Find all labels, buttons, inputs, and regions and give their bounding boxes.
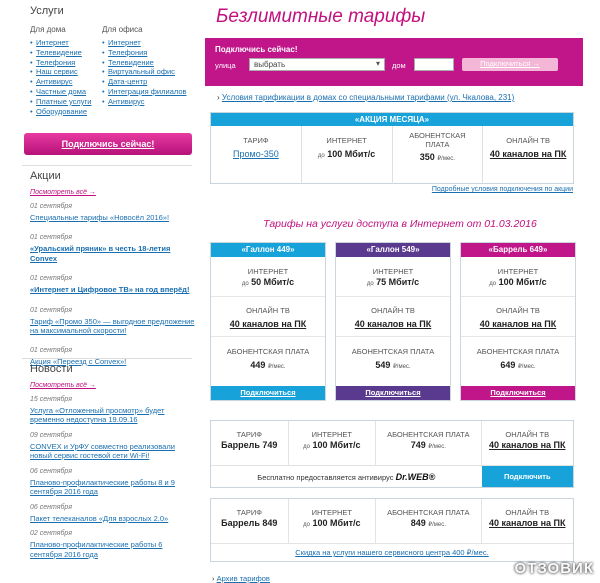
promo-details-link[interactable]: Подробные условия подключения по акции	[431, 186, 573, 193]
news-title: Новости	[30, 363, 73, 375]
promo-box	[210, 112, 574, 184]
news-date: 06 сентября	[30, 503, 72, 511]
promo-internet: ИНТЕРНЕТ до 100 Мбит/с	[302, 126, 393, 184]
office-menu-item[interactable]: • Телефония	[102, 48, 186, 58]
left-sidebar	[0, 0, 200, 583]
discount-link[interactable]: Скидка на услуги нашего сервисного центра 400 ₽/мес.	[295, 548, 489, 557]
tariff-row-849: ТАРИФ Баррель 849 ИНТЕРНЕТ до 100 Мбит/с АБОНЕНТСКАЯ ПЛАТА 849 ₽/мес. ОНЛАЙН ТВ 40 каналов на ПК Скидка на услуги нашего сервисного центра 400 ₽/мес.	[210, 498, 574, 562]
news-date: 15 сентября	[30, 395, 72, 403]
action-link[interactable]: Тариф «Промо 350» — выгодное предложение на максимальной скорости!	[30, 316, 195, 335]
news-date: 01 сентября	[30, 202, 72, 210]
services-title: Услуги	[30, 5, 64, 17]
tariff-card: «Галлон 549» ИНТЕРНЕТ до 75 Мбит/с ОНЛАЙН ТВ 40 каналов на ПК АБОНЕНТСКАЯ ПЛАТА 549 ₽/мес. Подключиться	[335, 242, 451, 401]
home-menu-item[interactable]: • Частные дома	[30, 87, 91, 97]
news-date: 01 сентября	[30, 346, 72, 354]
news-link[interactable]: Планово-профилактические работы 6 сентября 2016 года	[30, 540, 163, 559]
office-menu-item[interactable]: • Интеграция филиалов	[102, 87, 186, 97]
promo-bar: «АКЦИЯ МЕСЯЦА»	[211, 113, 573, 126]
card-title: «Баррель 649»	[461, 243, 575, 257]
promo-tariff-link[interactable]: Промо-350	[233, 149, 279, 159]
street-select[interactable]: выбрать ▾	[249, 58, 385, 71]
house-label: дом	[392, 61, 406, 70]
house-input[interactable]	[414, 58, 454, 71]
card-title: «Галлон 549»	[336, 243, 450, 257]
conditions-link[interactable]: › Условия тарификации в домах со специальными тарифами (ул. Чкалова, 231)	[217, 93, 515, 102]
section-title: Тарифы на услуги доступа в Интернет от 01.03.2016	[263, 218, 537, 230]
row-connect-button[interactable]: Подключить	[482, 466, 574, 487]
card-title: «Галлон 449»	[211, 243, 325, 257]
home-menu-item[interactable]: • Платные услуги	[30, 97, 91, 107]
news-link[interactable]: Услуга «Отложенный просмотр» будет временно недоступна 19.09.16	[30, 405, 165, 424]
promo-tariff: ТАРИФ Промо-350	[211, 126, 302, 184]
news-date: 01 сентября	[30, 306, 72, 314]
office-menu-item[interactable]: • Виртуальный офис	[102, 67, 186, 77]
main-content	[200, 0, 600, 583]
home-menu-item[interactable]: • Оборудование	[30, 107, 91, 117]
office-menu-item[interactable]: • Телевидение	[102, 58, 186, 68]
office-subtitle: Для офиса	[102, 25, 143, 34]
home-menu-item[interactable]: • Интернет	[30, 38, 91, 48]
home-menu-item[interactable]: • Телефония	[30, 58, 91, 68]
actions-see-all-link[interactable]: Посмотреть всё →	[30, 189, 96, 196]
card-tv-link[interactable]: 40 каналов на ПК	[229, 319, 307, 329]
news-list	[30, 381, 195, 559]
tariff-card: «Баррель 649» ИНТЕРНЕТ до 100 Мбит/с ОНЛАЙН ТВ 40 каналов на ПК АБОНЕНТСКАЯ ПЛАТА 649 ₽/мес. Подключиться	[460, 242, 576, 401]
news-link[interactable]: Планово-профилактические работы 8 и 9 сентября 2016 года	[30, 477, 175, 496]
card-tv-link[interactable]: 40 каналов на ПК	[479, 319, 557, 329]
news-date: 02 сентября	[30, 530, 72, 537]
card-connect-button[interactable]: Подключиться	[461, 386, 575, 400]
promo-tv-link[interactable]: 40 каналов на ПК	[489, 149, 567, 159]
divider	[22, 358, 192, 359]
news-date: 01 сентября	[30, 234, 72, 241]
watermark-logo: ОТЗОВИК	[514, 560, 594, 577]
home-menu-item[interactable]: • Антивирус	[30, 77, 91, 87]
home-menu	[30, 38, 91, 116]
street-label: улица	[215, 61, 236, 70]
row-tv-link[interactable]: 40 каналов на ПК	[489, 518, 566, 528]
office-menu-item[interactable]: • Интернет	[102, 38, 186, 48]
office-menu	[102, 38, 186, 107]
connect-form	[205, 38, 583, 86]
news-date: 06 сентября	[30, 467, 72, 475]
sidebar-connect-button[interactable]: Подключись сейчас!	[24, 133, 192, 155]
news-link[interactable]: Пакет телеканалов «Для взрослых 2.0»	[30, 513, 169, 523]
news-link[interactable]: CONVEX и УрФУ совместно реализовали новый сервис гостевой сети Wi-Fi!	[30, 441, 175, 460]
promo-tv: ОНЛАЙН ТВ 40 каналов на ПК	[489, 136, 567, 159]
card-connect-button[interactable]: Подключиться	[336, 386, 450, 400]
news-date: 01 сентября	[30, 275, 72, 282]
office-menu-item[interactable]: • Дата-центр	[102, 77, 186, 87]
tariff-card: «Галлон 449» ИНТЕРНЕТ до 50 Мбит/с ОНЛАЙН ТВ 40 каналов на ПК АБОНЕНТСКАЯ ПЛАТА 449 ₽/мес. Подключиться	[210, 242, 326, 401]
antivirus-text: Бесплатно предоставляется антивирус	[257, 473, 394, 482]
promo-fee: АБОНЕНТСКАЯ ПЛАТА 350 ₽/мес.	[393, 126, 484, 184]
tariff-row-749: ТАРИФ Баррель 749 ИНТЕРНЕТ до 100 Мбит/с АБОНЕНТСКАЯ ПЛАТА 749 ₽/мес. ОНЛАЙН ТВ 40 каналов на ПК Бесплатно предоставляется антивирус Dr.WEB® Подключить	[210, 420, 574, 488]
page-title: Безлимитные тарифы	[216, 6, 426, 27]
home-subtitle: Для дома	[30, 25, 66, 34]
form-submit-button[interactable]: Подключиться →	[462, 58, 558, 71]
actions-list	[30, 188, 195, 366]
news-see-all-link[interactable]: Посмотреть всё →	[30, 382, 96, 389]
action-link[interactable]: Акция «Переезд с Convex»!	[30, 356, 127, 366]
form-heading: Подключись сейчас!	[215, 45, 298, 54]
actions-title: Акции	[30, 170, 61, 182]
office-menu-item[interactable]: • Антивирус	[102, 97, 186, 107]
action-link[interactable]: «Интернет и Цифровое ТВ» на год вперёд!	[30, 285, 190, 294]
card-connect-button[interactable]: Подключиться	[211, 386, 325, 400]
divider	[22, 165, 192, 166]
news-date: 09 сентября	[30, 431, 72, 439]
card-tv-link[interactable]: 40 каналов на ПК	[354, 319, 432, 329]
home-menu-item[interactable]: • Наш сервис	[30, 67, 91, 77]
archive-link[interactable]: › Архив тарифов	[212, 574, 270, 583]
home-menu-item[interactable]: • Телевидение	[30, 48, 91, 58]
action-link[interactable]: «Уральский пряник» в честь 18-летия Convex	[30, 244, 171, 263]
drweb-logo: Dr.WEB®	[395, 472, 436, 482]
action-link[interactable]: Специальные тарифы «Новосёл 2016»!	[30, 212, 170, 222]
row-tv-link[interactable]: 40 каналов на ПК	[489, 440, 566, 450]
